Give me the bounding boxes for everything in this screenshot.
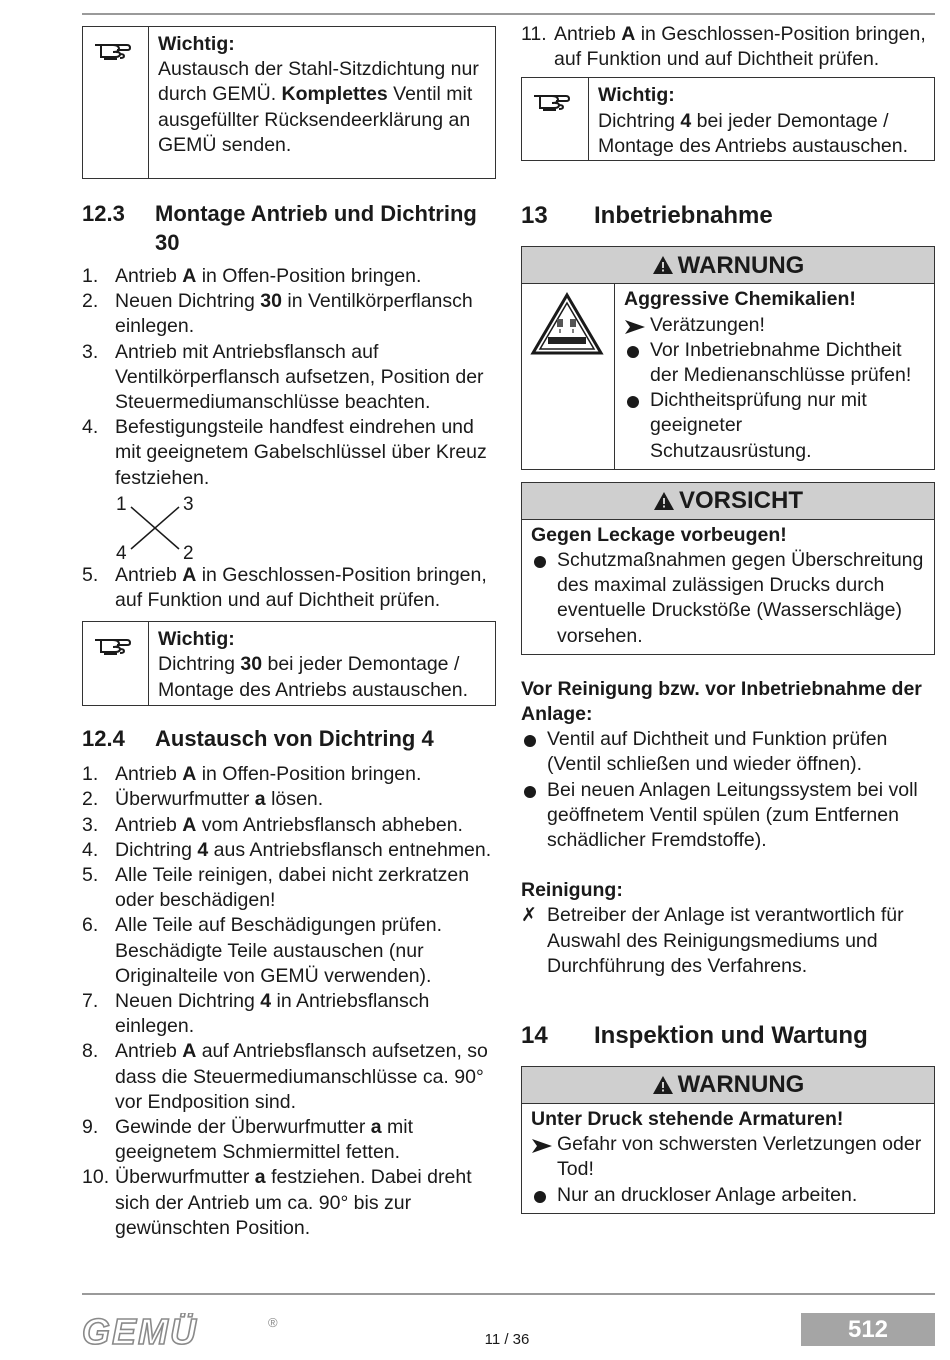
list-item: Gefahr von schwersten Verletzungen oder Tod! [531, 1132, 928, 1182]
pointing-hand-icon [522, 78, 589, 160]
important-note [82, 26, 496, 179]
caution-title: Gegen Leckage vorbeugen! [531, 523, 787, 546]
warning-title: Aggressive Chemikalien! [624, 288, 856, 311]
list-item: 3. Antrieb mit Antriebsflansch auf Ventilkörperflansch aufsetzen, Position der Steuermediumanschlüsse beachten. [82, 340, 484, 414]
registered-mark: ® [268, 1315, 278, 1330]
top-rule [82, 13, 935, 15]
left-column [82, 26, 496, 1241]
warning-title: Unter Druck stehende Armaturen! [531, 1108, 844, 1131]
list-item: Bei neuen Anlagen Leitungssystem bei voll geöffnetem Ventil spülen (zum Entfernen schädlicher Fremdstoffe). [521, 778, 935, 854]
note-title: Wichtig: [158, 33, 235, 55]
warning-triangle-icon [653, 491, 675, 511]
section-12-4-steps [82, 762, 496, 1241]
section-12-4-heading: 12.4 Austausch von Dichtring 4 [82, 726, 434, 752]
list-item: 2. Neuen Dichtring 30 in Ventilkörperflansch einlegen. [82, 290, 473, 338]
list-item: 9. Gewinde der Überwurfmutter a mit geeignetem Schmiermittel fetten. [82, 1116, 414, 1164]
note-text: Dichtring 30 bei jeder Demontage / Montage des Antriebs austauschen. [158, 653, 469, 701]
step-11 [521, 22, 935, 72]
warning-box [521, 246, 935, 469]
note-text: Dichtring 4 bei jeder Demontage / Montage des Antriebs austauschen. [598, 109, 909, 157]
bullet-icon [627, 396, 639, 408]
pointing-hand-icon [83, 27, 149, 178]
list-item: 11. Antrieb A in Geschlossen-Position bringen, auf Funktion und auf Dichtheit prüfen. [521, 23, 926, 71]
document-number: 512 [801, 1313, 935, 1346]
corrosive-hazard-icon [522, 284, 615, 468]
prep-heading: Vor Reinigung bzw. vor Inbetriebnahme der Anlage: [521, 677, 922, 726]
list-item: ✗ Betreiber der Anlage ist verantwortlich für Auswahl des Reinigungsmediums und Durchführung des Verfahrens. [521, 904, 904, 977]
important-note [82, 621, 496, 706]
bullet-icon [534, 1191, 546, 1203]
list-item: 1. Antrieb A in Offen-Position bringen. [82, 265, 422, 287]
section-12-3-heading: 12.3 Montage Antrieb und Dichtring 30 [82, 201, 477, 255]
cross-mark-icon: ✗ [521, 905, 537, 927]
list-item: Dichtheitsprüfung nur mit geeigneter Schutzausrüstung. [624, 388, 928, 464]
list-item: 1. Antrieb A in Offen-Position bringen. [82, 763, 422, 786]
gemu-logo [82, 1313, 282, 1356]
caution-box [521, 482, 935, 655]
list-item: 3. Antrieb A vom Antriebsflansch abheben. [82, 813, 463, 836]
list-item: Nur an druckloser Anlage arbeiten. [531, 1183, 928, 1208]
section-13-heading: 13 Inbetriebnahme [521, 202, 773, 230]
bullet-icon [534, 556, 546, 568]
arrow-icon [531, 1138, 553, 1154]
pointing-hand-icon [83, 622, 149, 705]
note-title: Wichtig: [158, 628, 235, 651]
list-item: 10. Überwurfmutter a festziehen. Dabei dreht sich der Antrieb um ca. 90° bis zur gewünschten Position. [82, 1166, 472, 1239]
warning-box [521, 1066, 935, 1214]
cross-lines [129, 505, 181, 551]
bolt-label: 3 [183, 493, 194, 515]
bullet-icon [627, 346, 639, 358]
list-item: Vor Inbetriebnahme Dichtheit der Medienanschlüsse prüfen! [624, 338, 928, 388]
list-item: 5. Alle Teile reinigen, dabei nicht zerkratzen oder beschädigen! [82, 864, 470, 912]
list-item: 4. Dichtring 4 aus Antriebsflansch entnehmen. [82, 838, 492, 861]
caution-header: VORSICHT [522, 483, 934, 520]
section-12-3-steps [82, 264, 496, 613]
list-item: Schutzmaßnahmen gegen Überschreitung des maximal zulässigen Drucks durch eventuelle Druckstöße (Wasserschläge) vorsehen. [531, 548, 928, 649]
important-note [521, 77, 935, 161]
bullet-icon [524, 786, 536, 798]
list-item: Verätzungen! [624, 313, 928, 338]
footer-rule [82, 1293, 935, 1295]
bullet-icon [524, 735, 536, 747]
list-item: 6. Alle Teile auf Beschädigungen prüfen. Beschädigte Teile austauschen (nur Originalteile von GEMÜ verwenden). [82, 914, 443, 987]
section-14-heading: 14 Inspektion und Wartung [521, 1022, 868, 1050]
note-text: Austausch der Stahl-Sitzdichtung nur durch GEMÜ. Komplettes Ventil mit ausgefüllter Rücksendeerklärung an GEMÜ senden. [158, 58, 479, 156]
note-title: Wichtig: [598, 84, 675, 107]
list-item: 7. Neuen Dichtring 4 in Antriebsflansch einlegen. [82, 990, 430, 1038]
list-item: 4. Befestigungsteile handfest eindrehen und mit geeignetem Gabelschlüssel über Kreuz festziehen. [82, 416, 487, 489]
bolt-label: 2 [183, 542, 194, 564]
arrow-icon [624, 319, 646, 335]
note-anchor [82, 621, 496, 706]
list-item: 2. Überwurfmutter a lösen. [82, 788, 324, 811]
crosswise-tightening-diagram [115, 491, 496, 563]
logo-text: GEMÜ [82, 1313, 198, 1349]
warning-header: WARNUNG [522, 247, 934, 284]
list-item: 8. Antrieb A auf Antriebsflansch aufsetzen, so dass die Steuermediumanschlüsse ca. 90° vor Endposition sind. [82, 1040, 488, 1113]
list-item: Ventil auf Dichtheit und Funktion prüfen (Ventil schließen und wieder öffnen). [521, 727, 935, 777]
page-number: 11 / 36 [484, 1331, 530, 1348]
bolt-label: 4 [116, 542, 127, 564]
cleaning-heading: Reinigung: [521, 879, 623, 902]
warning-triangle-icon [652, 1075, 674, 1095]
warning-header: WARNUNG [522, 1067, 934, 1104]
list-item: 5. Antrieb A in Geschlossen-Position bringen, auf Funktion und auf Dichtheit prüfen. [82, 563, 487, 612]
bolt-label: 1 [116, 493, 127, 515]
warning-triangle-icon [652, 255, 674, 275]
right-column [521, 22, 935, 1214]
